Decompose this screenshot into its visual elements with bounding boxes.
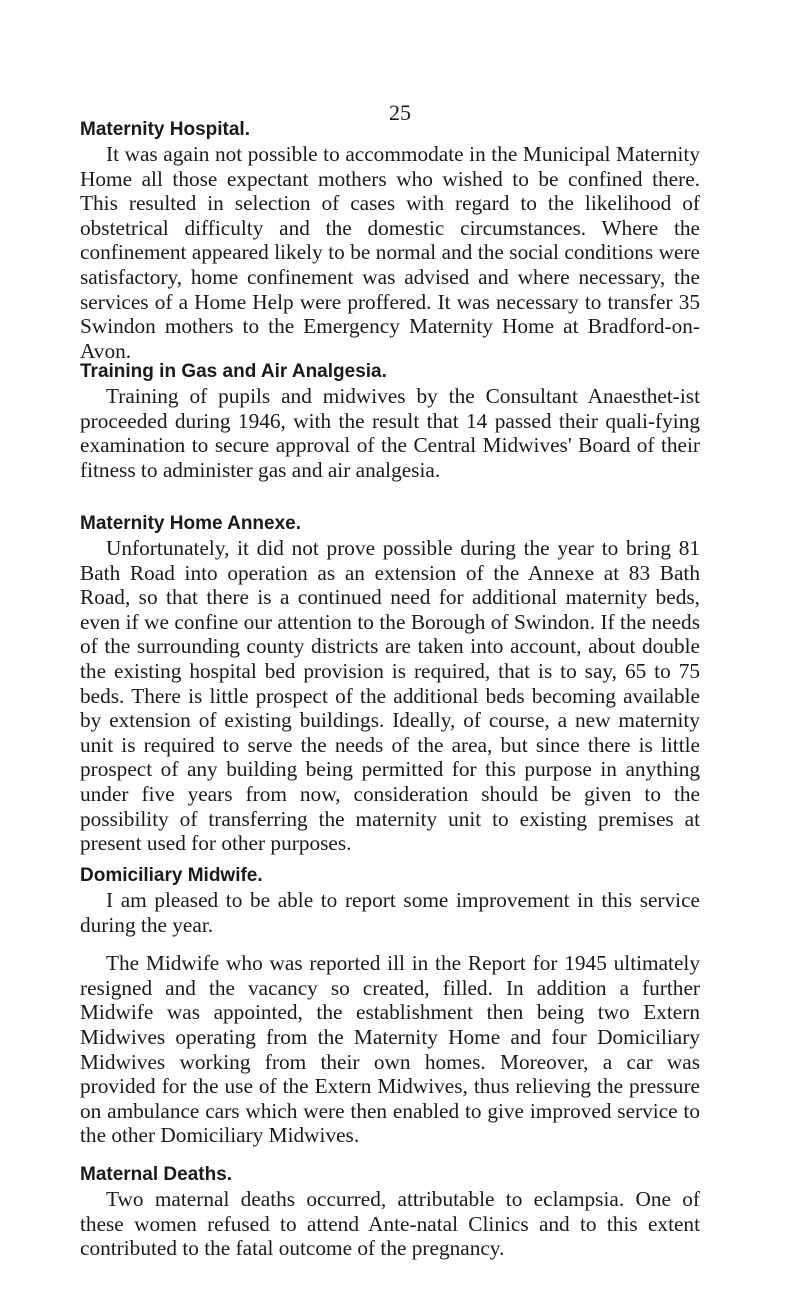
- section-heading: Training in Gas and Air Analgesia.: [80, 361, 387, 382]
- section-maternal-deaths: [80, 1163, 700, 1261]
- section-heading: Maternal Deaths.: [80, 1164, 233, 1185]
- section-heading: Domiciliary Midwife.: [80, 865, 263, 886]
- section-gas-air-analgesia: [80, 360, 700, 482]
- section-domiciliary-midwife: [80, 864, 700, 1148]
- page-number: 25: [389, 100, 411, 125]
- section-heading: Maternity Home Annexe.: [80, 513, 302, 534]
- paragraph: Training of pupils and midwives by the Consultant Anaesthet-ist proceeded during 1946, with the result that 14 passed their quali-fying examination to secure approval of the Central Midwives' Board of their fitness to administer gas and air analgesia.: [80, 384, 700, 482]
- paragraph: Unfortunately, it did not prove possible during the year to bring 81 Bath Road into operation as an extension of the Annexe at 83 Bath Road, so that there is a continued need for additional maternity beds, even if we confine our attention to the Borough of Swindon. If the needs of the surrounding county districts are taken into account, about double the existing hospital bed provision is required, that is to say, 65 to 75 beds. There is little prospect of the additional beds becoming available by extension of existing buildings. Ideally, of course, a new maternity unit is required to serve the needs of the area, but since there is little prospect of any building being permitted for this purpose in anything under five years from now, consideration should be given to the possibility of transferring the maternity unit to existing premises at present used for other purposes.: [80, 536, 700, 856]
- paragraph: It was again not possible to accommodate in the Municipal Maternity Home all those expectant mothers who wished to be confined there. This resulted in selection of cases with regard to the likelihood of obstetrical difficulty and the domestic circumstances. Where the confinement appeared likely to be normal and the social conditions were satisfactory, home confinement was advised and where necessary, the services of a Home Help were proffered. It was necessary to transfer 35 Swindon mothers to the Emergency Maternity Home at Bradford-on-Avon.: [80, 142, 700, 363]
- paragraph: The Midwife who was reported ill in the Report for 1945 ultimately resigned and the vacancy so created, filled. In addition a further Midwife was appointed, the establishment then being two Extern Midwives operating from the Maternity Home and four Domiciliary Midwives working from their own homes. Moreover, a car was provided for the use of the Extern Midwives, thus relieving the pressure on ambulance cars which were then enabled to give improved service to the other Domiciliary Midwives.: [80, 951, 700, 1148]
- section-maternity-hospital: [80, 118, 700, 363]
- section-maternity-home-annexe: [80, 512, 700, 856]
- paragraph: Two maternal deaths occurred, attributable to eclampsia. One of these women refused to attend Ante-natal Clinics and to this extent contributed to the fatal outcome of the pregnancy.: [80, 1187, 700, 1261]
- paragraph: I am pleased to be able to report some improvement in this service during the year.: [80, 888, 700, 937]
- section-heading: Maternity Hospital.: [80, 119, 250, 140]
